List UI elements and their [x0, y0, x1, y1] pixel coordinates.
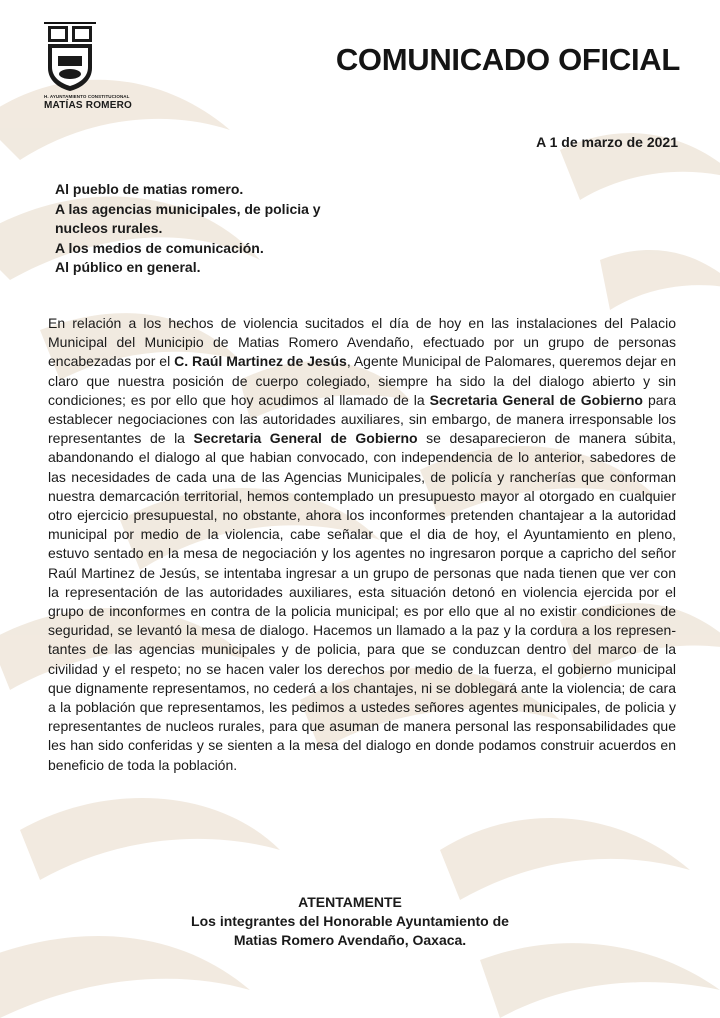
page-title: COMUNICADO OFICIAL — [335, 42, 680, 77]
body-text-segment: para establecer negociaciones con las autoridades auxiliares, sin embargo, de manera irresponsable los representantes de la — [48, 391, 676, 447]
body-bold-name: C. Raúl Martinez de Jesús — [174, 353, 347, 370]
body-text-segment: se desaparecieron de manera súbita, abandonando el dialogo al que habian convocado, con independencia de lo anterior, sabedores de las necesidades de cada una de las Agencias Municipales, de policía y rancherías que conforman nuestra demarcación territorial, hemos contemplado un presupuesto mayor al otorgado en cualquier otro ejercicio presupuestal, no obstante, ahora los inconformes pretenden chantajear a la autoridad municipal por medio de la violencia, cabe señalar que el dia de hoy, el Ayuntamiento en pleno, estuvo sentado en la mesa de negociación y los agentes no ingresaron porque a capricho del señor Raúl Martinez de Jesús, se intentaba ingresar a un grupo de personas que nada tienen que ver con la representación de las autoridades auxiliares, esta situación detonó en violencia ejercida por el grupo de inconformes en contra de la policia municipal; es por ello que al no existir condiciones de seguridad, se levantó la mesa de dialogo. Hacemos un llamado a la paz y la cordura a los representantes de las agencias municipales y de policia, para que se conduzcan dentro del marco de la civilidad y el respeto; no se hacen valer los derechos por medio de la fuerza, el gobierno municipal que dignamente representamos, no cederá a los chantajes, ni se doblegará ante la violencia; de cara a la población que representamos, les pedimos a ustedes señores agentes municipales, de policia y representantes de nucleos rurales, para que asuman de manera personal las responsabilidades que les han sido conferidas y se sienten a la mesa del dialogo en donde podamos construir acuerdos en beneficio de toda la población. — [48, 430, 676, 773]
signature-line: Matias Romero Avendaño, Oaxaca. — [233, 932, 467, 948]
recipients — [55, 180, 321, 278]
body-text-segment: En relación a los hechos de violencia sucitados el día de hoy en las instalaciones del Palacio Municipal del Municipio de Matias Romero Avendaño, efectuado por un grupo de personas encabezadas por el — [48, 315, 676, 370]
recipient-line: A las agencias municipales, de policia y — [55, 200, 321, 217]
body-bold-secretaria: Secretaria General de Gobierno — [193, 430, 418, 447]
body-text-segment: , Agente Municipal de Palomares, queremos dejar en claro que nuestra posición de cuerpo colegiado, siempre ha sido la del dialogo abierto y sin condiciones; es por ello que hoy acudimos al llamado de la — [48, 353, 677, 408]
recipient-line: Al público en general. — [55, 259, 201, 275]
date: A 1 de marzo de 2021 — [536, 134, 678, 150]
signature-closing: ATENTAMENTE — [298, 894, 402, 910]
logo-name: MATÍAS ROMERO — [44, 100, 132, 111]
municipal-shield-emblem — [44, 22, 96, 92]
body-bold-secretaria: Secretaria General de Gobierno — [429, 391, 643, 408]
recipient-line: Al pueblo de matias romero. — [55, 181, 244, 197]
signature-line: Los integrantes del Honorable Ayuntamiento de — [191, 913, 509, 929]
recipient-line: A los medios de comunicación. — [55, 239, 264, 256]
body-paragraph — [48, 314, 676, 775]
signature-block — [190, 893, 510, 950]
logo — [44, 22, 144, 111]
logo-subtitle: H. AYUNTAMIENTO CONSTITUCIONAL — [44, 94, 130, 99]
recipient-line: nucleos rurales. — [55, 220, 163, 236]
